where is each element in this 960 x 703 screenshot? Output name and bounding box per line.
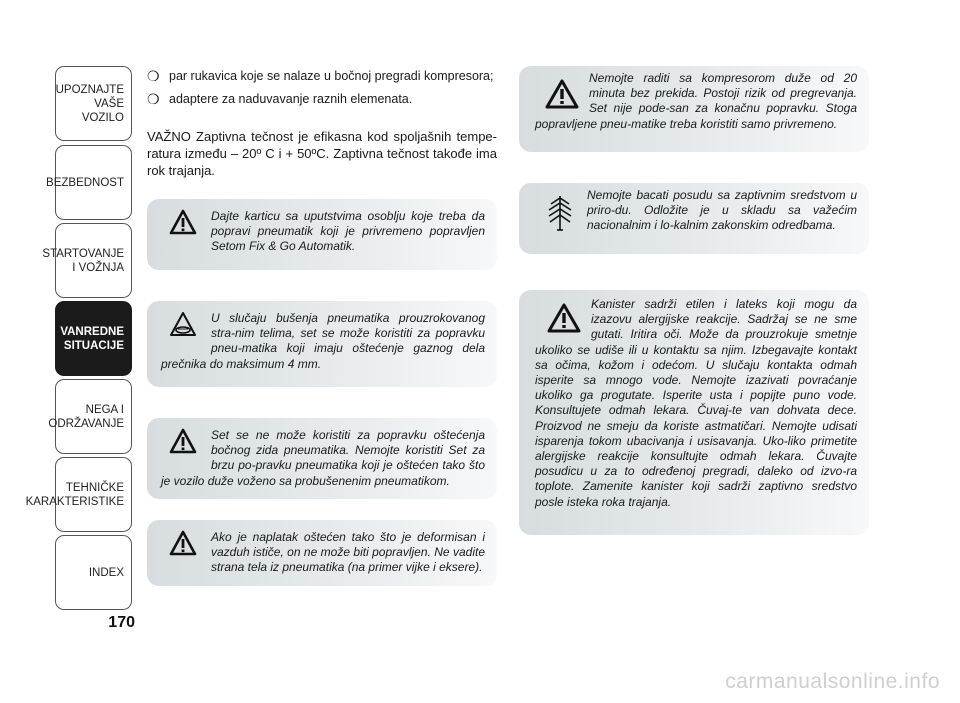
important-paragraph: VAŽNO Zaptivna tečnost je efikasna kod spoljašnih tempe-ratura između – 20º C i + 50ºC. Zaptivna tečnost takođe ima rok trajanja.: [147, 129, 497, 178]
tab-index[interactable]: INDEX: [55, 535, 132, 610]
list-item: ❍ par rukavica koje se nalaze u bočnoj pregradi kompresora;: [147, 68, 494, 84]
warning-note: Ako je naplatak oštećen tako što je deformisan i vazduh ističe, on ne može biti popravljen. Ne vadite strana tela iz pneumatika (na primer vijke i eksere).: [147, 520, 497, 586]
tab-tehnicke-karakteristike[interactable]: TEHNIČKE KARAKTERISTIKE: [55, 457, 132, 532]
bullet-circle-icon: ❍: [147, 68, 160, 84]
warning-triangle-icon: [169, 530, 197, 560]
environment-note: Nemojte bacati posudu sa zaptivnim sredstvom u priro-du. Odložite je u skladu sa važećim nacionalnim i lo-kalnim zakonskim odredbama.: [519, 183, 869, 254]
tire-damage-note: U slučaju bušenja pneumatika prouzrokovanog stra-nim telima, set se može koristiti za popravku pneu-matika koji imaju oštećenje gaznog dela prečnika do maksimum 4 mm.: [147, 301, 497, 387]
chapter-tabs: [0, 0, 140, 703]
tire-damage-icon: [169, 311, 197, 341]
list-item: ❍ adaptere za naduvavanje raznih elemenata.: [147, 91, 413, 107]
bullet-circle-icon: ❍: [147, 91, 160, 107]
warning-triangle-icon: [545, 79, 579, 113]
warning-note: Dajte karticu sa uputstvima osoblju koje treba da popravi pneumatik koji je privremeno popravljen Setom Fix & Go Automatik.: [147, 199, 497, 270]
canister-warning-note: Kanister sadrži etilen i lateks koji mogu da izazovu alergijske reakcije. Sadržaj se ne sme gutati. Iritira oči. Može da prouzrokuje smetnje ukoliko se udiše ili u kontaktu sa njim. Izbegavajte kontakt sa očima, kožom i odećom. U slučaju kontakta odmah isperite sa mnogo vode. Nemojte izazivati povraćanje ukoliko ga progutate. Isperite usta i popijte puno vode. Konsultujete odmah lekara. Čuvaj-te van dohvata dece. Proizvod ne smeju da koriste astmatičari. Nemojte udisati isparenja tokom ubacivanja i usisavanja. Uko-liko primetite alergijske reakcije konsultujte odmah lekara. Čuvajte posudicu u za to određenoj pregradi, daleko od izvo-ra toplote. Zamenite kanister koji sadrži zaptivno sredstvo posle isteka roka trajanja.: [519, 290, 869, 535]
tab-bezbednost[interactable]: BEZBEDNOST: [55, 145, 132, 220]
warning-note: Set se ne može koristiti za popravku oštećenja bočnog zida pneumatika. Nemojte koristiti Set za brzu po-pravku pneumatika koji je oštećen tako što je vozilo duže voženo sa probušenenim pneumatikom.: [147, 418, 497, 499]
warning-triangle-icon: [169, 209, 197, 239]
environment-tree-icon: [545, 194, 575, 236]
bullet-list: [147, 68, 497, 114]
warning-triangle-icon: [547, 303, 581, 337]
tab-upoznajte-vase-vozilo[interactable]: UPOZNAJTE VAŠE VOZILO: [55, 66, 132, 141]
warning-triangle-icon: [169, 428, 197, 458]
tab-startovanje-i-voznja[interactable]: STARTOVANJE I VOŽNJA: [55, 223, 132, 298]
warning-note: Nemojte raditi sa kompresorom duže od 20 minuta bez prekida. Postoji rizik od pregrevanja. Set nije pode-san za konačnu popravku. Stoga popravljene pneu-matike treba koristiti samo privremeno.: [519, 66, 869, 152]
tab-nega-i-odrzavanje[interactable]: NEGA I ODRŽAVANJE: [55, 379, 132, 454]
page-number: 170: [108, 614, 135, 631]
watermark: carmanualsonline.info: [725, 670, 940, 693]
tab-vanredne-situacije[interactable]: VANREDNE SITUACIJE: [55, 301, 132, 376]
